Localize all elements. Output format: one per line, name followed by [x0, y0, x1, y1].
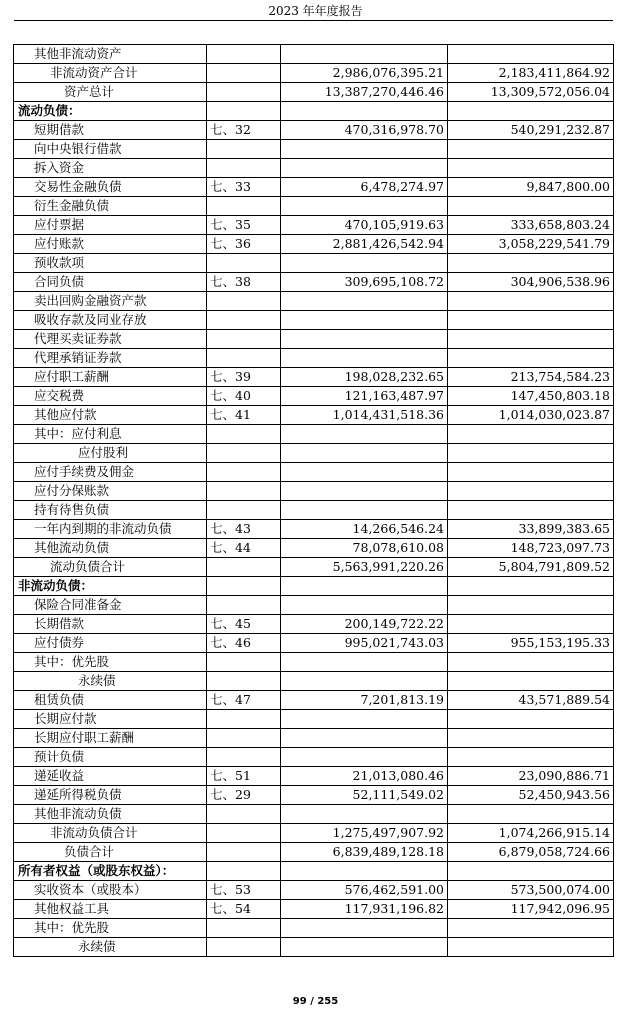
note-ref: 七、35 — [207, 216, 281, 235]
prior-period-value: 5,804,791,809.52 — [448, 558, 614, 577]
line-item-label: 非流动负债合计 — [14, 824, 207, 843]
note-ref — [207, 292, 281, 311]
current-period-value — [281, 330, 448, 349]
line-item-label: 非流动资产合计 — [14, 64, 207, 83]
prior-period-value: 955,153,195.33 — [448, 634, 614, 653]
prior-period-value — [448, 596, 614, 615]
current-period-value — [281, 102, 448, 121]
table-row — [14, 368, 614, 387]
note-ref — [207, 159, 281, 178]
prior-period-value — [448, 748, 614, 767]
table-row — [14, 273, 614, 292]
line-item-label: 代理承销证券款 — [14, 349, 207, 368]
table-row — [14, 634, 614, 653]
note-ref — [207, 501, 281, 520]
table-row — [14, 615, 614, 634]
line-item-label: 应付票据 — [14, 216, 207, 235]
note-ref — [207, 330, 281, 349]
line-item-label: 应付债券 — [14, 634, 207, 653]
table-row — [14, 881, 614, 900]
line-item-label: 长期借款 — [14, 615, 207, 634]
table-row — [14, 406, 614, 425]
line-item-label: 其他非流动资产 — [14, 45, 207, 64]
line-item-label: 吸收存款及同业存放 — [14, 311, 207, 330]
current-period-value: 5,563,991,220.26 — [281, 558, 448, 577]
current-period-value: 117,931,196.82 — [281, 900, 448, 919]
line-item-label: 流动负债： — [14, 102, 207, 121]
current-period-value — [281, 463, 448, 482]
prior-period-value: 213,754,584.23 — [448, 368, 614, 387]
table-row — [14, 767, 614, 786]
prior-period-value: 52,450,943.56 — [448, 786, 614, 805]
page-number: 99 / 255 — [292, 996, 339, 1007]
note-ref: 七、29 — [207, 786, 281, 805]
current-period-value: 2,986,076,395.21 — [281, 64, 448, 83]
table-row — [14, 216, 614, 235]
line-item-label: 拆入资金 — [14, 159, 207, 178]
prior-period-value: 333,658,803.24 — [448, 216, 614, 235]
table-row — [14, 938, 614, 957]
line-item-label: 递延收益 — [14, 767, 207, 786]
table-row — [14, 672, 614, 691]
prior-period-value: 3,058,229,541.79 — [448, 235, 614, 254]
line-item-label: 应付手续费及佣金 — [14, 463, 207, 482]
current-period-value — [281, 349, 448, 368]
note-ref — [207, 729, 281, 748]
note-ref: 七、39 — [207, 368, 281, 387]
line-item-label: 应付分保账款 — [14, 482, 207, 501]
line-item-label: 资产总计 — [14, 83, 207, 102]
note-ref — [207, 482, 281, 501]
current-period-value — [281, 710, 448, 729]
table-row — [14, 786, 614, 805]
table-row — [14, 330, 614, 349]
note-ref: 七、47 — [207, 691, 281, 710]
prior-period-value — [448, 140, 614, 159]
balance-sheet-table — [13, 44, 614, 957]
table-row — [14, 843, 614, 862]
current-period-value — [281, 45, 448, 64]
table-row — [14, 159, 614, 178]
line-item-label: 交易性金融负债 — [14, 178, 207, 197]
current-period-value: 52,111,549.02 — [281, 786, 448, 805]
prior-period-value — [448, 330, 614, 349]
line-item-label: 所有者权益（或股东权益）： — [14, 862, 207, 881]
line-item-label: 其他应付款 — [14, 406, 207, 425]
note-ref — [207, 197, 281, 216]
line-item-label: 应交税费 — [14, 387, 207, 406]
current-period-value: 309,695,108.72 — [281, 273, 448, 292]
note-ref: 七、43 — [207, 520, 281, 539]
line-item-label: 负债合计 — [14, 843, 207, 862]
current-period-value — [281, 425, 448, 444]
prior-period-value: 1,014,030,023.87 — [448, 406, 614, 425]
prior-period-value — [448, 577, 614, 596]
note-ref — [207, 577, 281, 596]
line-item-label: 卖出回购金融资产款 — [14, 292, 207, 311]
current-period-value: 6,478,274.97 — [281, 178, 448, 197]
prior-period-value — [448, 729, 614, 748]
line-item-label: 流动负债合计 — [14, 558, 207, 577]
table-row — [14, 824, 614, 843]
table-row — [14, 748, 614, 767]
table-row — [14, 292, 614, 311]
current-period-value: 198,028,232.65 — [281, 368, 448, 387]
note-ref: 七、45 — [207, 615, 281, 634]
line-item-label: 短期借款 — [14, 121, 207, 140]
note-ref — [207, 824, 281, 843]
table-row — [14, 900, 614, 919]
current-period-value — [281, 805, 448, 824]
line-item-label: 其中：优先股 — [14, 919, 207, 938]
current-period-value: 2,881,426,542.94 — [281, 235, 448, 254]
note-ref — [207, 843, 281, 862]
note-ref: 七、41 — [207, 406, 281, 425]
note-ref — [207, 444, 281, 463]
table-row — [14, 311, 614, 330]
current-period-value — [281, 938, 448, 957]
note-ref — [207, 349, 281, 368]
current-period-value — [281, 482, 448, 501]
current-period-value: 7,201,813.19 — [281, 691, 448, 710]
note-ref — [207, 862, 281, 881]
prior-period-value: 540,291,232.87 — [448, 121, 614, 140]
note-ref — [207, 45, 281, 64]
prior-period-value — [448, 672, 614, 691]
prior-period-value — [448, 501, 614, 520]
line-item-label: 一年内到期的非流动负债 — [14, 520, 207, 539]
section-header-row — [14, 862, 614, 881]
prior-period-value — [448, 862, 614, 881]
table-row — [14, 121, 614, 140]
current-period-value — [281, 748, 448, 767]
note-ref — [207, 748, 281, 767]
prior-period-value: 13,309,572,056.04 — [448, 83, 614, 102]
table-row — [14, 729, 614, 748]
line-item-label: 合同负债 — [14, 273, 207, 292]
table-row — [14, 805, 614, 824]
current-period-value — [281, 919, 448, 938]
table-row — [14, 596, 614, 615]
prior-period-value — [448, 938, 614, 957]
note-ref — [207, 919, 281, 938]
prior-period-value — [448, 615, 614, 634]
current-period-value: 14,266,546.24 — [281, 520, 448, 539]
prior-period-value — [448, 482, 614, 501]
note-ref: 七、38 — [207, 273, 281, 292]
current-period-value: 6,839,489,128.18 — [281, 843, 448, 862]
prior-period-value — [448, 349, 614, 368]
current-period-value — [281, 197, 448, 216]
prior-period-value — [448, 710, 614, 729]
line-item-label: 应付股利 — [14, 444, 207, 463]
note-ref — [207, 938, 281, 957]
current-period-value — [281, 653, 448, 672]
prior-period-value: 9,847,800.00 — [448, 178, 614, 197]
current-period-value — [281, 292, 448, 311]
line-item-label: 递延所得税负债 — [14, 786, 207, 805]
note-ref — [207, 83, 281, 102]
prior-period-value — [448, 197, 614, 216]
note-ref: 七、36 — [207, 235, 281, 254]
line-item-label: 预计负债 — [14, 748, 207, 767]
section-header-row — [14, 577, 614, 596]
table-row — [14, 539, 614, 558]
line-item-label: 衍生金融负债 — [14, 197, 207, 216]
current-period-value — [281, 596, 448, 615]
prior-period-value — [448, 444, 614, 463]
prior-period-value — [448, 463, 614, 482]
prior-period-value: 1,074,266,915.14 — [448, 824, 614, 843]
table-row — [14, 254, 614, 273]
prior-period-value — [448, 425, 614, 444]
note-ref: 七、46 — [207, 634, 281, 653]
line-item-label: 保险合同准备金 — [14, 596, 207, 615]
line-item-label: 其中：应付利息 — [14, 425, 207, 444]
prior-period-value: 573,500,074.00 — [448, 881, 614, 900]
note-ref — [207, 102, 281, 121]
note-ref — [207, 710, 281, 729]
current-period-value — [281, 672, 448, 691]
current-period-value: 121,163,487.97 — [281, 387, 448, 406]
line-item-label: 应付职工薪酬 — [14, 368, 207, 387]
table-row — [14, 387, 614, 406]
prior-period-value — [448, 292, 614, 311]
line-item-label: 其他流动负债 — [14, 539, 207, 558]
line-item-label: 向中央银行借款 — [14, 140, 207, 159]
table-row — [14, 691, 614, 710]
prior-period-value: 117,942,096.95 — [448, 900, 614, 919]
current-period-value: 470,105,919.63 — [281, 216, 448, 235]
note-ref: 七、32 — [207, 121, 281, 140]
note-ref: 七、33 — [207, 178, 281, 197]
prior-period-value: 33,899,383.65 — [448, 520, 614, 539]
note-ref: 七、54 — [207, 900, 281, 919]
prior-period-value — [448, 919, 614, 938]
table-row — [14, 64, 614, 83]
prior-period-value — [448, 45, 614, 64]
current-period-value: 576,462,591.00 — [281, 881, 448, 900]
current-period-value — [281, 311, 448, 330]
current-period-value: 1,275,497,907.92 — [281, 824, 448, 843]
current-period-value — [281, 501, 448, 520]
line-item-label: 应付账款 — [14, 235, 207, 254]
current-period-value: 78,078,610.08 — [281, 539, 448, 558]
table-row — [14, 444, 614, 463]
current-period-value — [281, 140, 448, 159]
table-row — [14, 653, 614, 672]
prior-period-value — [448, 805, 614, 824]
prior-period-value — [448, 102, 614, 121]
current-period-value: 1,014,431,518.36 — [281, 406, 448, 425]
line-item-label: 实收资本（或股本） — [14, 881, 207, 900]
note-ref — [207, 805, 281, 824]
note-ref: 七、40 — [207, 387, 281, 406]
note-ref — [207, 672, 281, 691]
prior-period-value — [448, 653, 614, 672]
note-ref: 七、51 — [207, 767, 281, 786]
table-row — [14, 197, 614, 216]
table-row — [14, 520, 614, 539]
current-period-value — [281, 729, 448, 748]
current-period-value: 470,316,978.70 — [281, 121, 448, 140]
prior-period-value: 148,723,097.73 — [448, 539, 614, 558]
table-row — [14, 178, 614, 197]
prior-period-value: 2,183,411,864.92 — [448, 64, 614, 83]
line-item-label: 非流动负债： — [14, 577, 207, 596]
line-item-label: 代理买卖证券款 — [14, 330, 207, 349]
table-row — [14, 45, 614, 64]
prior-period-value: 304,906,538.96 — [448, 273, 614, 292]
table-row — [14, 482, 614, 501]
current-period-value: 995,021,743.03 — [281, 634, 448, 653]
current-period-value — [281, 159, 448, 178]
line-item-label: 租赁负债 — [14, 691, 207, 710]
section-header-row — [14, 102, 614, 121]
line-item-label: 持有待售负债 — [14, 501, 207, 520]
table-row — [14, 558, 614, 577]
prior-period-value: 6,879,058,724.66 — [448, 843, 614, 862]
note-ref — [207, 653, 281, 672]
balance-sheet-body — [14, 45, 614, 957]
current-period-value — [281, 444, 448, 463]
prior-period-value — [448, 159, 614, 178]
note-ref — [207, 254, 281, 273]
line-item-label: 预收款项 — [14, 254, 207, 273]
prior-period-value — [448, 254, 614, 273]
table-row — [14, 235, 614, 254]
note-ref — [207, 558, 281, 577]
line-item-label: 其中：优先股 — [14, 653, 207, 672]
table-row — [14, 349, 614, 368]
note-ref — [207, 463, 281, 482]
line-item-label: 其他非流动负债 — [14, 805, 207, 824]
prior-period-value: 147,450,803.18 — [448, 387, 614, 406]
line-item-label: 长期应付款 — [14, 710, 207, 729]
table-row — [14, 140, 614, 159]
line-item-label: 永续债 — [14, 672, 207, 691]
table-row — [14, 919, 614, 938]
note-ref: 七、53 — [207, 881, 281, 900]
current-period-value — [281, 577, 448, 596]
table-row — [14, 501, 614, 520]
note-ref — [207, 596, 281, 615]
note-ref: 七、44 — [207, 539, 281, 558]
page-header-title: 2023 年年度报告 — [268, 4, 363, 18]
note-ref — [207, 425, 281, 444]
table-row — [14, 463, 614, 482]
note-ref — [207, 311, 281, 330]
table-row — [14, 710, 614, 729]
line-item-label: 其他权益工具 — [14, 900, 207, 919]
prior-period-value: 43,571,889.54 — [448, 691, 614, 710]
current-period-value: 21,013,080.46 — [281, 767, 448, 786]
prior-period-value — [448, 311, 614, 330]
prior-period-value: 23,090,886.71 — [448, 767, 614, 786]
note-ref — [207, 140, 281, 159]
note-ref — [207, 64, 281, 83]
line-item-label: 长期应付职工薪酬 — [14, 729, 207, 748]
line-item-label: 永续债 — [14, 938, 207, 957]
table-row — [14, 83, 614, 102]
current-period-value — [281, 862, 448, 881]
current-period-value — [281, 254, 448, 273]
table-row — [14, 425, 614, 444]
header-rule — [14, 20, 613, 21]
current-period-value: 200,149,722.22 — [281, 615, 448, 634]
current-period-value: 13,387,270,446.46 — [281, 83, 448, 102]
